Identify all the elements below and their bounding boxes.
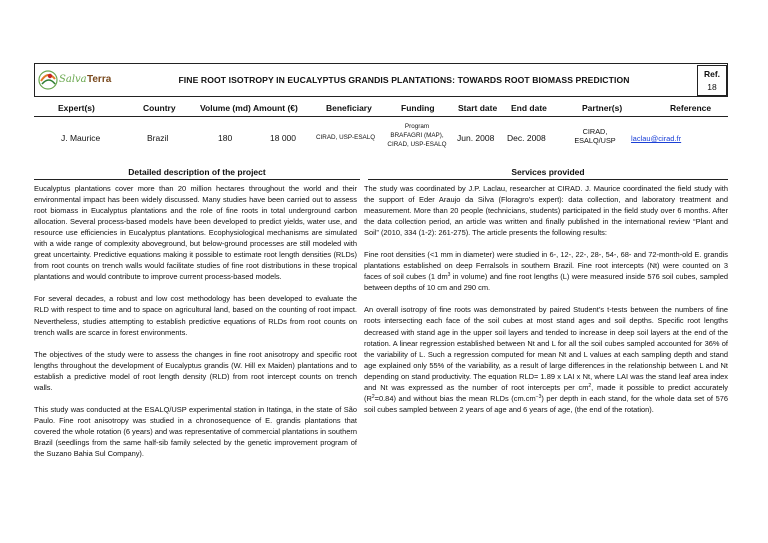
col-partners: Partner(s) bbox=[582, 103, 623, 113]
cell-end-date: Dec. 2008 bbox=[507, 133, 546, 143]
description-paragraph-2: For several decades, a robust and low cost methodology has been developed to evaluate the RLD with respect to time and to space on agricultural land, based on the counting of root impact. Nevertheless, studies attempting to establish predictive equations of RLDs from root counts on trench walls are scarce in forest environments. bbox=[34, 294, 357, 337]
section-title-description: Detailed description of the project bbox=[34, 167, 360, 180]
description-column bbox=[34, 183, 357, 470]
cell-start-date: Jun. 2008 bbox=[457, 133, 495, 143]
cell-beneficiary: CIRAD, USP-ESALQ bbox=[316, 134, 376, 141]
cell-volume: 180 bbox=[218, 133, 233, 143]
cell-expert: J. Maurice bbox=[61, 133, 101, 143]
col-volume: Volume (md) bbox=[200, 103, 251, 113]
ref-value: 18 bbox=[707, 82, 717, 92]
p2-text-a: Fine root densities (<1 mm in diameter) were studied in 6-, 12-, 22-, 28-, 54-, 68- and 72-month-old E. grandis plantations established on deep Ferralsols in southern Brazil. Fine root intercepts (Nt) were counted on 3 faces of soil cubes (1 dm bbox=[364, 250, 728, 282]
partner-line-2: ESALQ/USP bbox=[574, 136, 616, 145]
p2-sup: 3 bbox=[447, 272, 451, 279]
reference-email-link[interactable]: laclau@cirad.fr bbox=[631, 134, 682, 143]
ref-label: Ref. bbox=[703, 69, 721, 79]
col-end-date: End date bbox=[511, 103, 547, 113]
p2-text-b: in volume) and fine root lengths (L) were measured inside 576 soil cubes, sampled between depths of 10 cm and 290 cm. bbox=[364, 272, 728, 293]
p3-sup-3: −3 bbox=[535, 393, 542, 400]
reference-box bbox=[697, 65, 727, 96]
description-paragraph-1: Eucalyptus plantations cover more than 20 million hectares throughout the world and their environmental impact has been widely discussed. Many studies have been carried out to assess root biomass in Eucalyptus plantations and the role of fine roots in total underground carbon allocation. Several process-based models have been developed to predict yields, water use, and resource use efficiencies in Eucalyptus plantations. Ecophysiological mechanisms are simulated with a wide range of complexity aboveground, but below-ground processes are still modeled with great uncertainty. Predictive equations making it possible to estimate root length densities (RLDs) from root counts on trench walls would facilitate studies of fine root distributions in these tropical plantations and would contribute to improve current process-based models. bbox=[34, 184, 357, 282]
salva-terra-logo bbox=[37, 66, 117, 94]
funding-line-2: BRAFAGRI (MAP), bbox=[390, 132, 444, 139]
p3-text-b: , made it possible to predict accurately (R bbox=[364, 382, 728, 403]
services-column bbox=[364, 183, 728, 426]
col-reference: Reference bbox=[670, 103, 712, 113]
services-paragraph-3 bbox=[364, 304, 728, 414]
col-country: Country bbox=[143, 103, 176, 113]
p3-text-d: ) per depth in each stand, for the whole data set of 576 soil cubes sampled between 2 years of age and 6 years of age, (the end of the rotation). bbox=[364, 393, 728, 414]
col-amount: Amount (€) bbox=[253, 103, 298, 113]
p3-text-a: An overall isotropy of fine roots was demonstrated by paired Student’s t-tests between the numbers of fine roots intersecting each face of the soil cubes at most stand ages and soil depths. Specific root lengths decreased with stand age in the upper soil layers and tended to increase in deep soil layers at the end of the rotation. A linear regression established between Nt and L for all the soil cubes sampled accounted for 36% of the variability of L. Such a regression computed for mean Nt and L values at each sampling depth and stand age explained only 55% of the variability, as a result of large differences in the relationship between L and Nt depending on stand productivity. The equation RLD= 1.89 x LAI x Nt, where LAI was the stand leaf area index and Nt was expressed as the number of root intercepts per cm bbox=[364, 305, 728, 392]
services-paragraph-1: The study was coordinated by J.P. Laclau, researcher at CIRAD. J. Maurice coordinated the field study with the support of Eder Araujo da Silva (Floragro’s expert): data collection, and laboratory treatment and measurement. More than 20 people (technicians, students) participated in the field study over 6 months. After the data collection period, an article was written and finally published in the international review “Plant and Soil” (2010, 334 (1-2): 261-275). The article presents the following results: bbox=[364, 184, 728, 238]
col-expert: Expert(s) bbox=[58, 103, 95, 113]
description-paragraph-4: This study was conducted at the ESALQ/USP experimental station in Itatinga, in the state of São Paulo. Fine root anisotropy was studied in a chronosequence of E. grandis plantations that covered the whole rotation (6 years) and was representative of commercial plantations in southern Brazil (seedlings from the same half-sib family selected by the genetic improvement program of the Suzano Bahia Sul Company). bbox=[34, 404, 357, 458]
col-start-date: Start date bbox=[458, 103, 498, 113]
p3-text-c: =0.84) and without bias the mean RLDs (cm.cm bbox=[374, 393, 536, 403]
cell-country: Brazil bbox=[147, 133, 169, 143]
description-paragraph-3: The objectives of the study were to assess the changes in fine root anisotropy and specific root lengths throughout the development of Eucalyptus grandis (W. Hill ex Maiden) plantations and to establish a predictive model of root length density (RLD) from root intercept counts on trench walls. bbox=[34, 349, 357, 392]
table-header-row bbox=[34, 103, 728, 117]
p3-sup-1: 2 bbox=[588, 382, 592, 389]
logo-text-terra: Terra bbox=[87, 74, 112, 85]
section-title-services: Services provided bbox=[368, 167, 728, 180]
funding-line-1: Program bbox=[404, 123, 430, 130]
cell-amount: 18 000 bbox=[270, 133, 296, 143]
partner-line-1: CIRAD, bbox=[582, 127, 608, 136]
page-title: FINE ROOT ISOTROPY IN EUCALYPTUS GRANDIS PLANTATIONS: TOWARDS ROOT BIOMASS PREDICTION bbox=[178, 75, 630, 85]
col-beneficiary: Beneficiary bbox=[326, 103, 372, 113]
p3-sup-2: 2 bbox=[371, 393, 375, 400]
funding-line-3: CIRAD, USP-ESALQ bbox=[387, 141, 447, 148]
col-funding: Funding bbox=[401, 103, 435, 113]
cell-partners bbox=[572, 127, 618, 145]
services-paragraph-2 bbox=[364, 249, 728, 293]
cell-funding bbox=[378, 122, 456, 149]
logo-text-salva: Salva bbox=[59, 74, 87, 85]
